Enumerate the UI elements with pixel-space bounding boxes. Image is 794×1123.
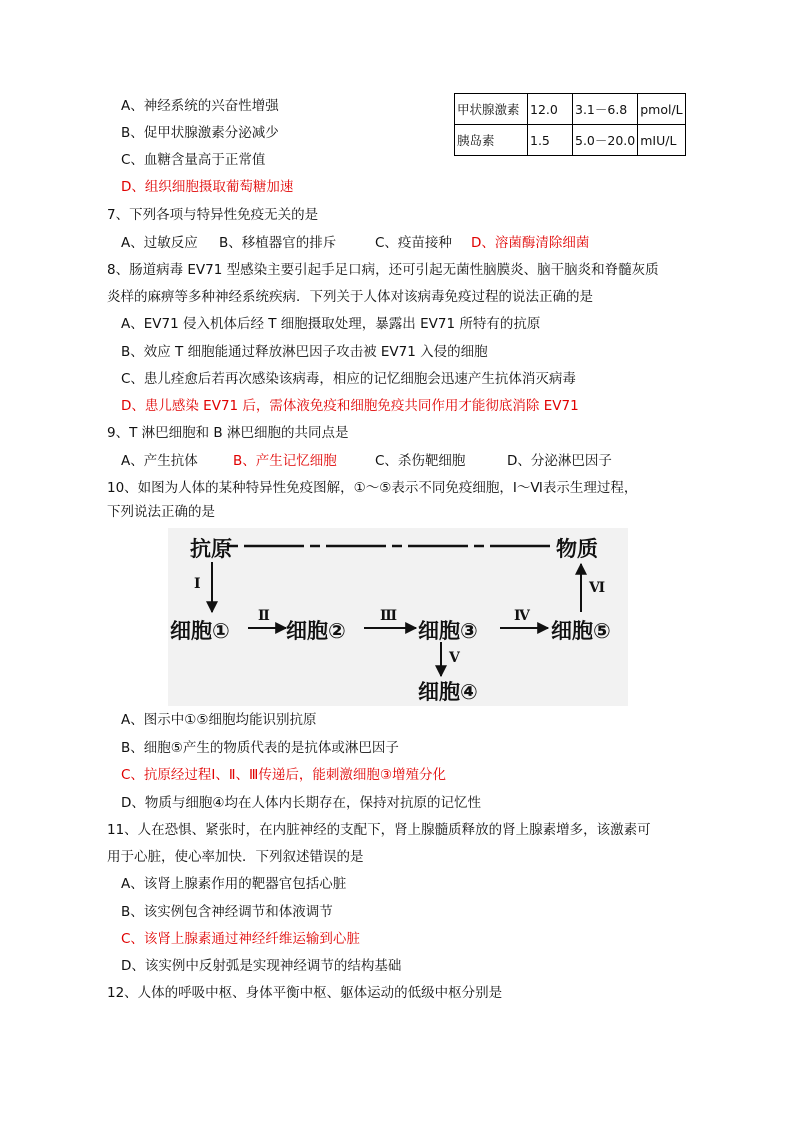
label-process-4: Ⅳ bbox=[514, 608, 530, 624]
diagram-cell-1: 细胞① bbox=[170, 619, 230, 643]
q9-option-d: D、分泌淋巴因子 bbox=[507, 453, 612, 469]
diagram-cell-3: 细胞③ bbox=[418, 619, 478, 643]
q6-option-a: A、神经系统的兴奋性增强 bbox=[121, 98, 279, 114]
q7-option-b: B、移植器官的排斥 bbox=[219, 235, 337, 251]
q9-option-b-answer: B、产生记忆细胞 bbox=[233, 453, 337, 469]
q8-stem-line2: 炎样的麻痹等多种神经系统疾病．下列关于人体对该病毒免疫过程的说法正确的是 bbox=[107, 289, 593, 305]
q7-options bbox=[121, 234, 721, 252]
table-cell-item: 胰岛素 bbox=[455, 125, 528, 156]
diagram-antigen: 抗原 bbox=[190, 537, 232, 561]
q6-option-c: C、血糖含量高于正常值 bbox=[121, 152, 266, 168]
table-cell-item: 甲状腺激素 bbox=[455, 94, 528, 125]
q10-stem-line1: 10、如图为人体的某种特异性免疫图解，①～⑤表示不同免疫细胞，Ⅰ～Ⅵ表示生理过程， bbox=[107, 480, 638, 496]
q6-option-d-answer: D、组织细胞摄取葡萄糖加速 bbox=[121, 179, 294, 195]
q11-option-b: B、该实例包含神经调节和体液调节 bbox=[121, 904, 333, 920]
q9-option-a: A、产生抗体 bbox=[121, 453, 198, 469]
q10-stem-line2: 下列说法正确的是 bbox=[107, 504, 215, 520]
q11-stem-line2: 用于心脏，使心率加快．下列叙述错误的是 bbox=[107, 849, 364, 865]
label-process-5: Ⅴ bbox=[449, 650, 460, 666]
q7-option-c: C、疫苗接种 bbox=[375, 235, 452, 251]
label-process-1: Ⅰ bbox=[194, 576, 201, 592]
table-cell-range: 5.0－20.0 bbox=[573, 125, 638, 156]
q9-option-c: C、杀伤靶细胞 bbox=[375, 453, 466, 469]
q11-option-d: D、该实例中反射弧是实现神经调节的结构基础 bbox=[121, 958, 402, 974]
label-process-3: Ⅲ bbox=[380, 608, 398, 624]
q6-option-b: B、促甲状腺激素分泌减少 bbox=[121, 125, 279, 141]
table-cell-unit: mIU/L bbox=[638, 125, 685, 156]
q7-option-a: A、过敏反应 bbox=[121, 235, 198, 251]
q7-option-d-answer: D、溶菌酶清除细菌 bbox=[471, 235, 590, 251]
diagram-substance: 物质 bbox=[556, 537, 598, 561]
q9-stem: 9、T 淋巴细胞和 B 淋巴细胞的共同点是 bbox=[107, 425, 349, 441]
table-cell-range: 3.1－6.8 bbox=[573, 94, 638, 125]
q11-option-a: A、该肾上腺素作用的靶器官包括心脏 bbox=[121, 876, 347, 892]
q10-option-b: B、细胞⑤产生的物质代表的是抗体或淋巴因子 bbox=[121, 740, 399, 756]
diagram-cell-5: 细胞⑤ bbox=[551, 619, 611, 643]
table-cell-value: 1.5 bbox=[528, 125, 573, 156]
table-row bbox=[455, 94, 686, 125]
diagram-cell-2: 细胞② bbox=[286, 619, 346, 643]
table-row bbox=[455, 125, 686, 156]
table-cell-value: 12.0 bbox=[528, 94, 573, 125]
diagram-cell-4: 细胞④ bbox=[418, 680, 478, 704]
q10-option-c-answer: C、抗原经过程Ⅰ、Ⅱ、Ⅲ传递后，能刺激细胞③增殖分化 bbox=[121, 767, 446, 783]
q8-option-b: B、效应 T 细胞能通过释放淋巴因子攻击被 EV71 入侵的细胞 bbox=[121, 344, 488, 360]
q12-stem: 12、人体的呼吸中枢、身体平衡中枢、躯体运动的低级中枢分别是 bbox=[107, 985, 503, 1001]
label-process-6: Ⅵ bbox=[589, 580, 606, 596]
q10-option-d: D、物质与细胞④均在人体内长期存在，保持对抗原的记忆性 bbox=[121, 795, 481, 811]
q8-option-a: A、EV71 侵入机体后经 T 细胞摄取处理，暴露出 EV71 所特有的抗原 bbox=[121, 316, 541, 332]
q11-option-c-answer: C、该肾上腺素通过神经纤维运输到心脏 bbox=[121, 931, 360, 947]
immune-diagram bbox=[168, 528, 628, 706]
q8-option-d-answer: D、患儿感染 EV71 后，需体液免疫和细胞免疫共同作用才能彻底消除 EV71 bbox=[121, 398, 579, 414]
lab-values-table bbox=[454, 93, 686, 156]
label-process-2: Ⅱ bbox=[258, 608, 270, 624]
q7-stem: 7、下列各项与特异性免疫无关的是 bbox=[107, 207, 319, 223]
q8-stem-line1: 8、肠道病毒 EV71 型感染主要引起手足口病，还可引起无菌性脑膜炎、脑干脑炎和脊髓灰质 bbox=[107, 262, 659, 278]
q9-options bbox=[121, 452, 721, 470]
q11-stem-line1: 11、人在恐惧、紧张时，在内脏神经的支配下，肾上腺髓质释放的肾上腺素增多，该激素可 bbox=[107, 822, 651, 838]
q8-option-c: C、患儿痊愈后若再次感染该病毒，相应的记忆细胞会迅速产生抗体消灭病毒 bbox=[121, 371, 576, 387]
table-cell-unit: pmol/L bbox=[638, 94, 685, 125]
q10-option-a: A、图示中①⑤细胞均能识别抗原 bbox=[121, 712, 317, 728]
